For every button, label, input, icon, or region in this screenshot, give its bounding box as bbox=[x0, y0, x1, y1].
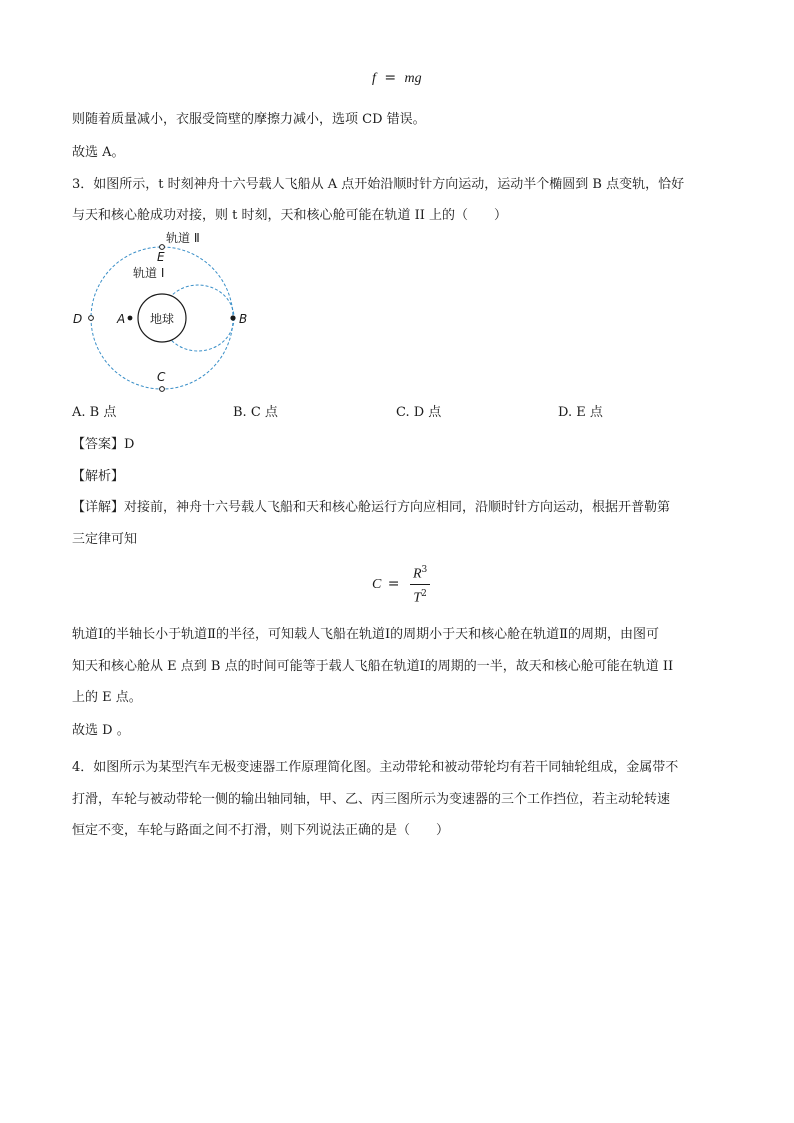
point-b-label: B bbox=[239, 312, 248, 326]
kepler-denominator: $T^2$ bbox=[413, 588, 427, 606]
kepler-op: = bbox=[387, 576, 400, 593]
point-a-label: A bbox=[117, 312, 126, 326]
orbit-2-label: 轨道 Ⅱ bbox=[166, 231, 200, 245]
option-c: C. D 点 bbox=[396, 405, 442, 420]
point-d-marker bbox=[89, 316, 94, 321]
point-c-label: C bbox=[157, 370, 166, 384]
equation-friction bbox=[372, 70, 422, 87]
point-b-marker bbox=[230, 315, 235, 320]
analysis-tag: 【解析】 bbox=[72, 469, 125, 484]
answer-tag: 【答案】 bbox=[72, 437, 125, 452]
option-a: A. B 点 bbox=[72, 405, 117, 420]
kepler-fraction bbox=[410, 562, 430, 606]
detail-line5: 上的 E 点。 bbox=[72, 690, 142, 705]
detail-line4: 知天和核心舱从 E 点到 B 点的时间可能等于载人飞船在轨道Ⅰ的周期的一半，故天和核心舱可能在轨道 II bbox=[72, 659, 674, 674]
answer-value: D bbox=[124, 437, 135, 452]
answer-line bbox=[72, 433, 134, 452]
point-e-label: E bbox=[157, 250, 165, 264]
detail-line3: 轨道Ⅰ的半轴长小于轨道Ⅱ的半径，可知载人飞船在轨道Ⅰ的周期小于天和核心舱在轨道Ⅱ的周期，由图可 bbox=[72, 627, 659, 642]
eq-op: = bbox=[384, 70, 397, 86]
kepler-numerator: $R^3$ bbox=[410, 562, 430, 585]
conclusion-text: 故选 D 。 bbox=[72, 723, 130, 738]
earth-label: 地球 bbox=[149, 312, 175, 326]
option-d: D. E 点 bbox=[558, 405, 603, 420]
point-c-marker bbox=[160, 387, 165, 392]
option-b: B. C 点 bbox=[233, 405, 278, 420]
prev-conclusion-text: 则随着质量减小，衣服受筒壁的摩擦力减小，选项 CD 错误。 bbox=[72, 112, 426, 127]
kepler-lhs: C bbox=[372, 577, 382, 593]
point-d-label: D bbox=[73, 312, 83, 326]
detail-line1: 【详解】对接前，神舟十六号载人飞船和天和核心舱运行方向应相同，沿顺时针方向运动，根据开普勒第 bbox=[72, 500, 671, 515]
q4-line1: 4．如图所示为某型汽车无极变速器工作原理简化图。主动带轮和被动带轮均有若干同轴轮组成，金属带不 bbox=[72, 760, 679, 775]
orbit-1-label: 轨道 Ⅰ bbox=[133, 266, 165, 280]
point-a-marker bbox=[128, 316, 133, 321]
q4-line3: 恒定不变，车轮与路面之间不打滑，则下列说法正确的是（ ） bbox=[72, 823, 450, 838]
detail-line2: 三定律可知 bbox=[72, 532, 138, 547]
q3-stem-line1: 3．如图所示，t 时刻神舟十六号载人飞船从 A 点开始沿顺时针方向运动，运动半个椭圆到 B 点变轨，恰好 bbox=[72, 177, 685, 192]
point-e-marker bbox=[160, 245, 165, 250]
eq-rhs: mg bbox=[404, 71, 422, 86]
prev-answer-text: 故选 A。 bbox=[72, 145, 125, 160]
q4-line2: 打滑，车轮与被动带轮一侧的输出轴同轴，甲、乙、丙三图所示为变速器的三个工作挡位，若主动轮转速 bbox=[72, 792, 671, 807]
orbit-diagram bbox=[66, 226, 256, 396]
q3-stem-line2: 与天和核心舱成功对接，则 t 时刻，天和核心舱可能在轨道 II 上的（ ） bbox=[72, 208, 508, 223]
equation-kepler bbox=[372, 562, 430, 606]
eq-lhs: f bbox=[372, 71, 376, 86]
